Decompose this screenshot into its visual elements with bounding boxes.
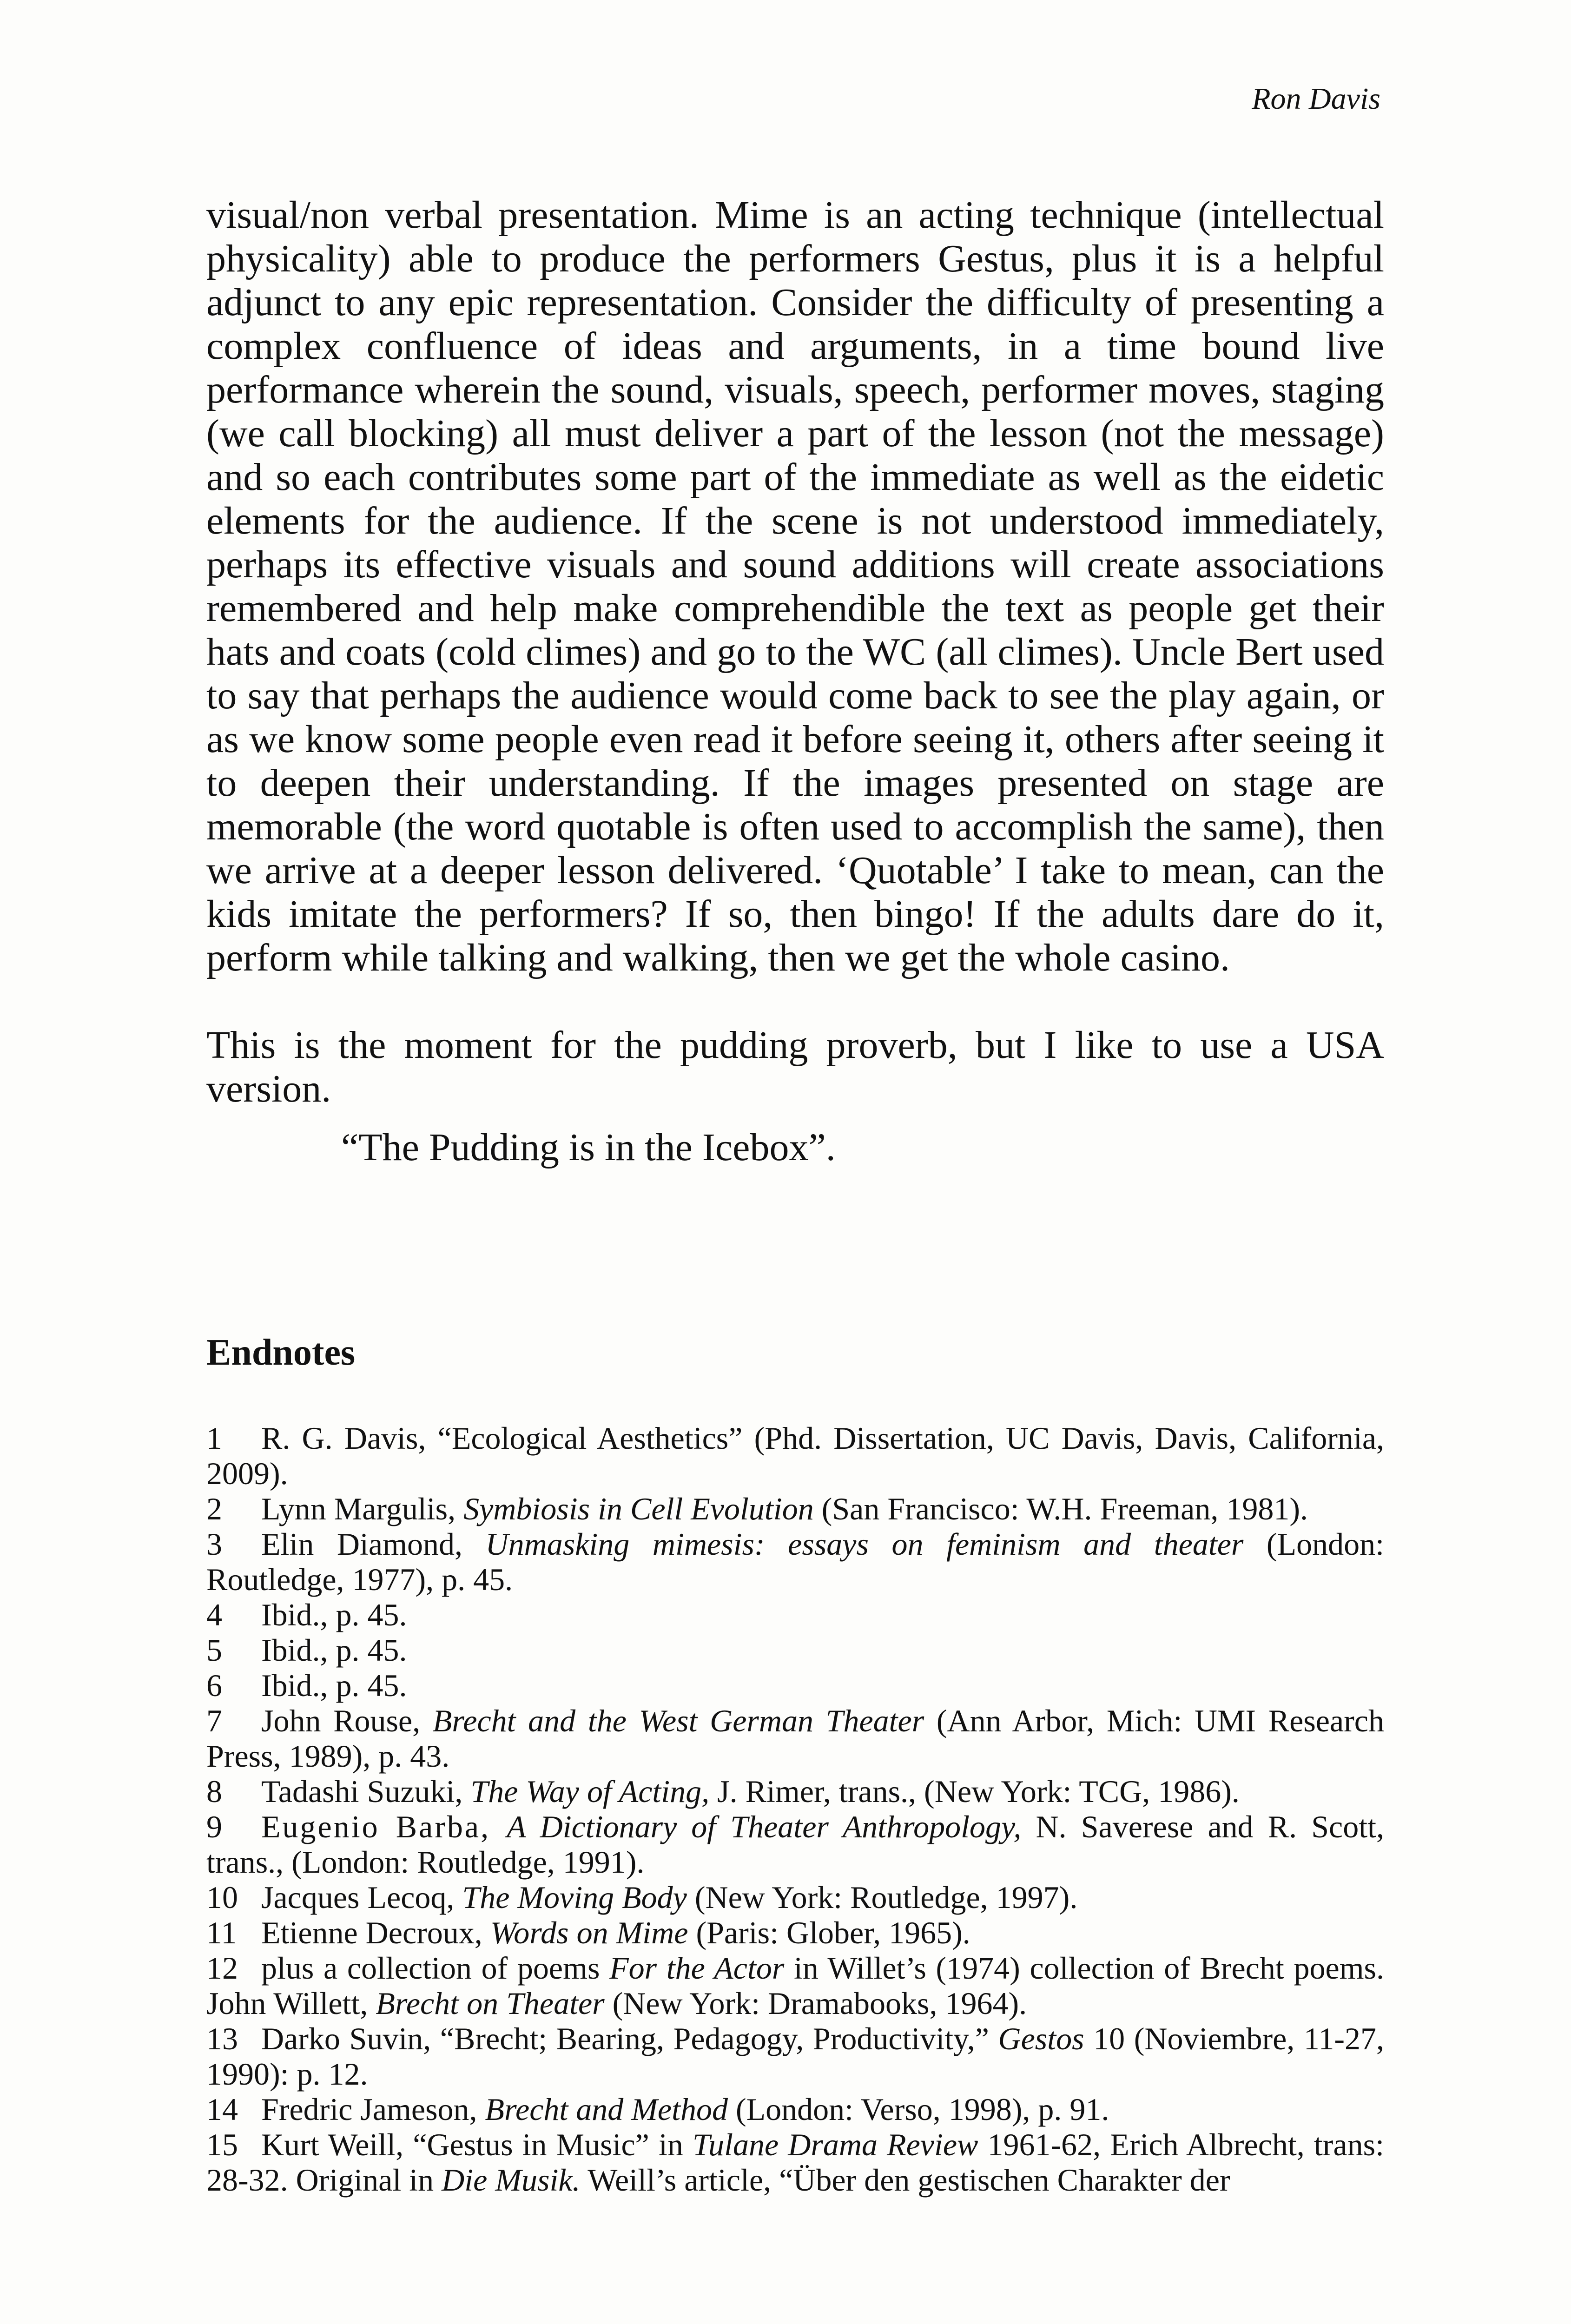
endnote-5: 5 Ibid., p. 45.: [206, 1632, 407, 1668]
endnote-2: 2 Lynn Margulis, Symbiosis in Cell Evolution (San Francisco: W.H. Freeman, 1981).: [206, 1491, 1308, 1526]
endnote-12: 12 plus a collection of poems For the Actor in Willet’s (1974) collection of Brecht poems. John Willett, Brecht on Theater (New York: Dramabooks, 1964).: [206, 1950, 1384, 2021]
body-text: [206, 193, 1384, 1111]
endnote-11: 11 Etienne Decroux, Words on Mime (Paris: Glober, 1965).: [206, 1915, 970, 1950]
endnote-14: 14 Fredric Jameson, Brecht and Method (London: Verso, 1998), p. 91.: [206, 2092, 1109, 2127]
endnote-7: 7 John Rouse, Brecht and the West German Theater (Ann Arbor, Mich: UMI Research Press, 1989), p. 43.: [206, 1703, 1384, 1774]
endnote-9: 9 Eugenio Barba, A Dictionary of Theater Anthropology, N. Saverese and R. Scott, trans., (London: Routledge, 1991).: [206, 1809, 1384, 1880]
endnote-6: 6 Ibid., p. 45.: [206, 1668, 407, 1703]
endnote-1: 1 R. G. Davis, “Ecological Aesthetics” (Phd. Dissertation, UC Davis, Davis, California, 2009).: [206, 1420, 1384, 1491]
endnote-15: 15 Kurt Weill, “Gestus in Music” in Tulane Drama Review 1961-62, Erich Albrecht, trans: 28-32. Original in Die Musik. Weill’s article, “Über den gestischen Charakter der: [206, 2127, 1384, 2198]
endnote-13: 13 Darko Suvin, “Brecht; Bearing, Pedagogy, Productivity,” Gestos 10 (Noviembre, 11-27, 1990): p. 12.: [206, 2021, 1384, 2092]
pudding-quote: “The Pudding is in the Icebox”.: [341, 1126, 836, 1169]
endnotes-heading: Endnotes: [206, 1332, 356, 1373]
running-head: Ron Davis: [1252, 82, 1380, 116]
endnote-8: 8 Tadashi Suzuki, The Way of Acting, J. Rimer, trans., (New York: TCG, 1986).: [206, 1774, 1240, 1809]
endnote-10: 10 Jacques Lecoq, The Moving Body (New York: Routledge, 1997).: [206, 1880, 1078, 1915]
body-paragraph: visual/non verbal presentation. Mime is an acting technique (intellectual physicality) able to produce the performers Gestus, plus it is a helpful adjunct to any epic representation. Consider the difficulty of presenting a complex confluence of ideas and arguments, in a time bound live performance wherein the sound, visuals, speech, performer moves, staging (we call blocking) all must deliver a part of the lesson (not the message) and so each contributes some part of the immediate as well as the eidetic elements for the audience. If the scene is not understood immediately, perhaps its effective visuals and sound additions will create associations remembered and help make comprehendible the text as people get their hats and coats (cold climes) and go to the WC (all climes). Uncle Bert used to say that perhaps the audience would come back to see the play again, or as we know some people even read it before seeing it, others after seeing it to deepen their understanding. If the images presented on stage are memorable (the word quotable is often used to accomplish the same), then we arrive at a deeper lesson delivered. ‘Quotable’ I take to mean, can the kids imitate the performers? If so, then bingo! If the adults dare do it, perform while talking and walking, then we get the whole casino.: [206, 193, 1384, 979]
endnotes-list: [206, 1420, 1384, 2198]
endnote-4: 4 Ibid., p. 45.: [206, 1597, 407, 1632]
body-paragraph: This is the moment for the pudding proverb, but I like to use a USA version.: [206, 1023, 1384, 1110]
endnote-3: 3 Elin Diamond, Unmasking mimesis: essays on feminism and theater (London: Routledge, 1977), p. 45.: [206, 1526, 1385, 1597]
